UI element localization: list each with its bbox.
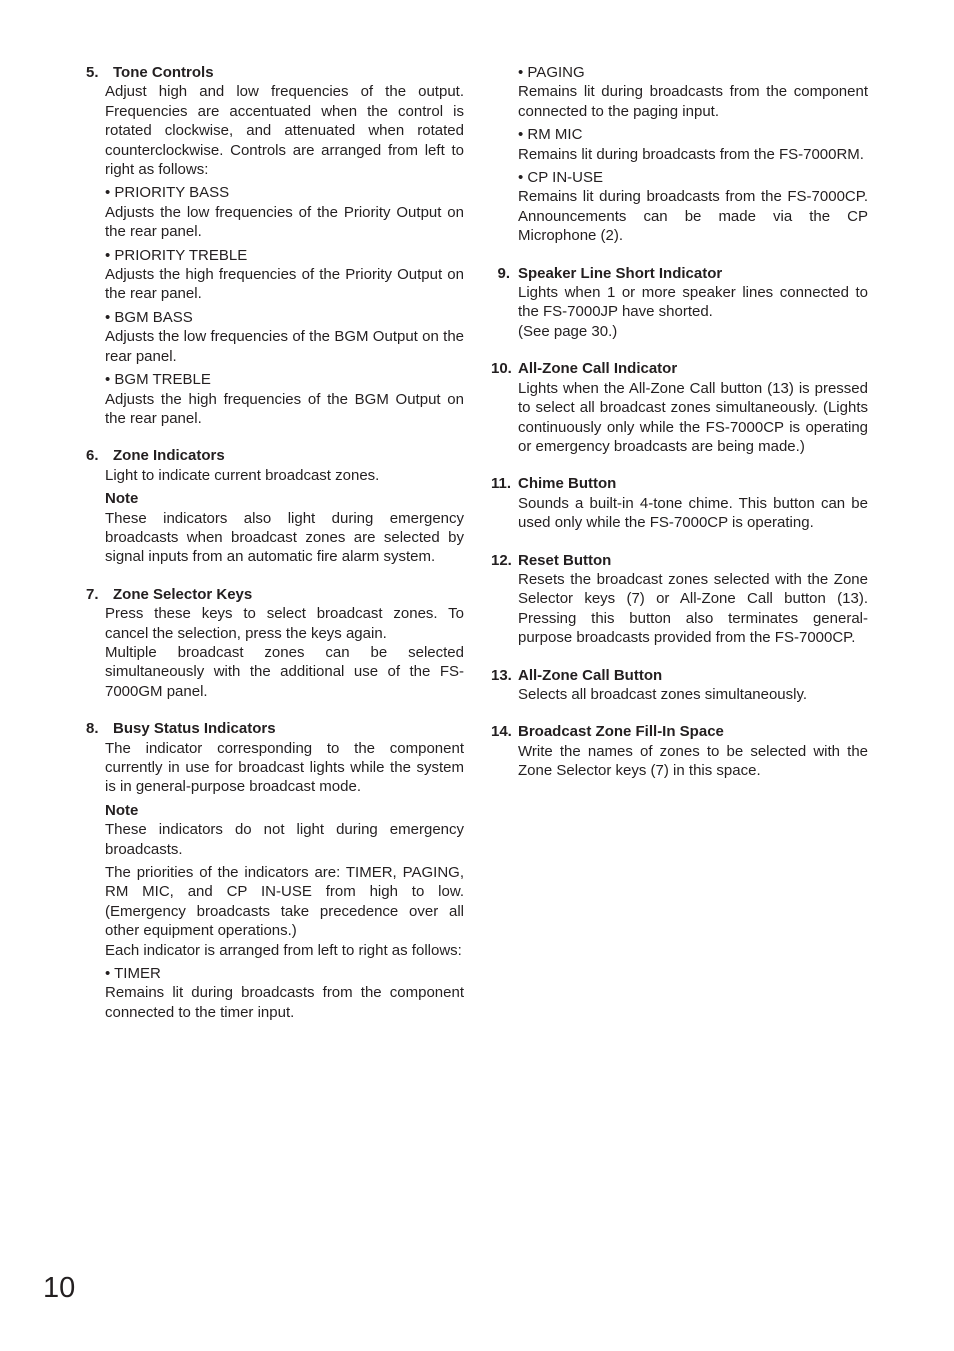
bullet-label: • PRIORITY TREBLE [105, 246, 248, 264]
bullet-text: Remains lit during broadcasts from the FS-7000RM. [518, 145, 864, 163]
section-title: Zone Indicators [113, 447, 225, 465]
section-number: 10. [491, 360, 512, 378]
section-all-zone-call-button [491, 666, 868, 705]
section-heading [491, 722, 868, 741]
section-title: All-Zone Call Indicator [518, 360, 678, 378]
paragraph: Press these keys to select broadcast zones. To cancel the selection, press the keys again. [105, 605, 464, 642]
section-zone-indicators [86, 446, 464, 566]
note-heading: Note [105, 490, 139, 508]
bullet-text: Remains lit during broadcasts from the component connected to the paging input. [518, 83, 868, 120]
bullet-label: • TIMER [105, 965, 161, 983]
paragraph: Write the names of zones to be selected with the Zone Selector keys (7) in this space. [518, 742, 868, 780]
bullet-label: • PAGING [518, 64, 585, 81]
section-heading [86, 719, 464, 738]
section-heading [491, 551, 868, 570]
section-heading [491, 264, 868, 283]
paragraph: Adjust high and low frequencies of the output. Frequencies are accentuated when the control is rotated clockwise, and attenuated when rotated counterclockwise. Controls are arranged from left to right as follows: [105, 83, 464, 179]
bullet-text: Remains lit during broadcasts from the component connected to the timer input. [105, 984, 464, 1021]
section-speaker-line-short-indicator [491, 264, 868, 342]
bullet-label: • BGM BASS [105, 308, 193, 326]
bullet-label: • BGM TREBLE [105, 371, 211, 389]
note-heading: Note [105, 801, 139, 819]
section-busy-status-indicators [86, 719, 464, 1022]
section-broadcast-zone-fill-in-space [491, 722, 868, 780]
bullet-text: Adjusts the low frequencies of the BGM Output on the rear panel. [105, 328, 464, 365]
section-all-zone-call-indicator [491, 359, 868, 456]
paragraph: Light to indicate current broadcast zones. [105, 466, 380, 484]
bullet-label: • PRIORITY BASS [105, 184, 230, 202]
section-title: Broadcast Zone Fill-In Space [518, 723, 724, 741]
section-number: 14. [491, 723, 512, 741]
section-heading [491, 666, 868, 685]
bullet-label: • CP IN-USE [518, 169, 603, 187]
section-heading [491, 474, 868, 493]
right-column [491, 63, 868, 799]
section-zone-selector-keys [86, 585, 464, 701]
paragraph: (See page 30.) [518, 322, 618, 340]
paragraph: Sounds a built-in 4-tone chime. This button can be used only while the FS-7000CP is operating. [518, 494, 868, 532]
section-heading [86, 446, 464, 465]
section-heading [86, 63, 464, 82]
left-column [86, 63, 464, 1040]
section-title: Busy Status Indicators [113, 720, 276, 738]
section-number: 13. [491, 666, 512, 684]
bullet-text: Adjusts the high frequencies of the Priority Output on the rear panel. [105, 266, 464, 303]
page-number: 10 [43, 1272, 76, 1304]
section-chime-button [491, 474, 868, 532]
section-tone-controls [86, 63, 464, 428]
section-reset-button [491, 551, 868, 648]
section-heading [491, 359, 868, 378]
paragraph: The indicator corresponding to the component currently in use for broadcast lights while the system is in general-purpose broadcast mode. [105, 739, 464, 796]
section-title: Zone Selector Keys [113, 585, 253, 603]
section-number: 8. [86, 720, 99, 738]
bullet-text: Adjusts the low frequencies of the Priority Output on the rear panel. [105, 203, 464, 241]
section-busy-status-continued [491, 63, 868, 246]
section-number: 9. [497, 264, 510, 282]
section-title: All-Zone Call Button [518, 666, 663, 684]
section-number: 7. [86, 585, 99, 603]
note-text: These indicators do not light during emergency broadcasts. [105, 821, 464, 858]
section-title: Chime Button [518, 475, 617, 493]
section-title: Speaker Line Short Indicator [518, 264, 723, 282]
paragraph: Multiple broadcast zones can be selected simultaneously with the additional use of the FS-7000GM panel. [105, 643, 464, 700]
bullet-text: Adjusts the high frequencies of the BGM Output on the rear panel. [105, 390, 464, 427]
note-text: These indicators also light during emergency broadcasts when broadcast zones are selected by signal inputs from an automatic fire alarm system. [105, 509, 464, 566]
paragraph: Lights when 1 or more speaker lines connected to the FS-7000JP have shorted. [518, 284, 868, 321]
section-number: 6. [86, 447, 99, 465]
section-number: 11. [491, 475, 512, 493]
section-heading [86, 585, 464, 604]
section-title: Tone Controls [113, 64, 214, 81]
bullet-text: Remains lit during broadcasts from the FS-7000CP. Announcements can be made via the CP Microphone (2). [518, 188, 868, 245]
paragraph: Selects all broadcast zones simultaneously. [518, 685, 808, 703]
section-number: 12. [491, 551, 512, 569]
paragraph: Lights when the All-Zone Call button (13) is pressed to select all broadcast zones simultaneously. (Lights continuously only while the FS-7000CP is operating or emergency broadcasts are being made.) [518, 379, 868, 455]
paragraph: Each indicator is arranged from left to right as follows: [105, 941, 462, 959]
paragraph: Resets the broadcast zones selected with the Zone Selector keys (7) or All-Zone Call button (13). Pressing this button also terminates general-purpose broadcasts provided from the FS-7000CP. [518, 570, 868, 647]
bullet-label: • RM MIC [518, 126, 583, 144]
section-title: Reset Button [518, 551, 612, 569]
paragraph: The priorities of the indicators are: TIMER, PAGING, RM MIC, and CP IN-USE from high to low. (Emergency broadcasts take precedence over all other equipment operations.) [105, 864, 464, 940]
section-number: 5. [86, 64, 99, 81]
